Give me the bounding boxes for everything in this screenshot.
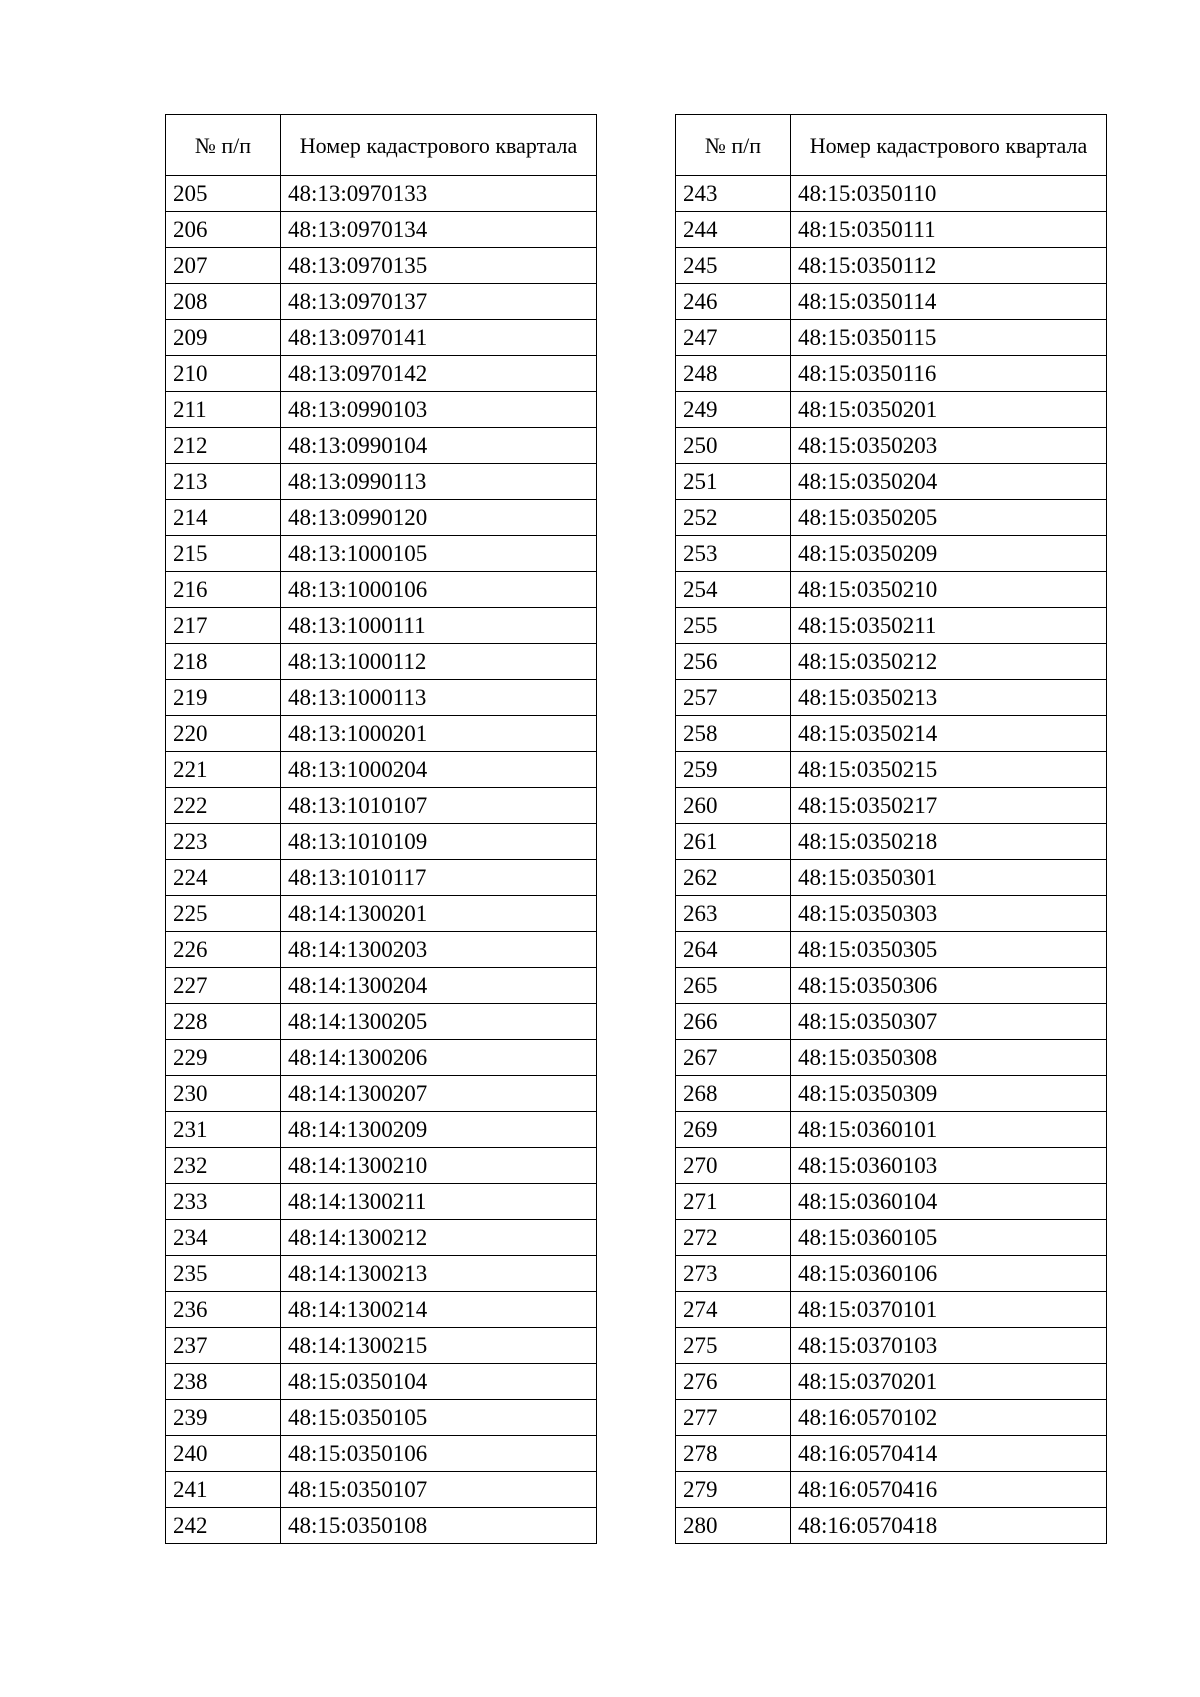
cadastral-quarter-number: 48:15:0350214 (791, 716, 1107, 752)
row-number: 248 (676, 356, 791, 392)
table-row (676, 1148, 1107, 1184)
cadastral-quarter-number: 48:16:0570418 (791, 1508, 1107, 1544)
table-row (166, 248, 597, 284)
row-number: 225 (166, 896, 281, 932)
table-row (676, 968, 1107, 1004)
row-number: 276 (676, 1364, 791, 1400)
cadastral-quarter-number: 48:13:1000112 (281, 644, 597, 680)
table-row (166, 1436, 597, 1472)
table-row (166, 1292, 597, 1328)
row-number: 214 (166, 500, 281, 536)
table-row (166, 212, 597, 248)
cadastral-quarter-number: 48:13:1000113 (281, 680, 597, 716)
row-number: 275 (676, 1328, 791, 1364)
cadastral-quarter-number: 48:15:0350217 (791, 788, 1107, 824)
row-number: 209 (166, 320, 281, 356)
cadastral-quarter-number: 48:14:1300203 (281, 932, 597, 968)
cadastral-quarter-number: 48:15:0350104 (281, 1364, 597, 1400)
cadastral-quarter-number: 48:15:0350204 (791, 464, 1107, 500)
cadastral-quarter-number: 48:16:0570102 (791, 1400, 1107, 1436)
row-number: 220 (166, 716, 281, 752)
row-number: 206 (166, 212, 281, 248)
row-number: 217 (166, 608, 281, 644)
row-number: 244 (676, 212, 791, 248)
row-number: 251 (676, 464, 791, 500)
table-row (676, 212, 1107, 248)
table-row (166, 1256, 597, 1292)
cadastral-quarter-number: 48:13:0970137 (281, 284, 597, 320)
cadastral-quarter-number: 48:13:0990104 (281, 428, 597, 464)
row-number: 274 (676, 1292, 791, 1328)
cadastral-quarter-number: 48:15:0350309 (791, 1076, 1107, 1112)
cadastral-quarter-number: 48:14:1300201 (281, 896, 597, 932)
header-cadastral-quarter: Номер кадастрового квартала (791, 115, 1107, 176)
row-number: 262 (676, 860, 791, 896)
table-row (676, 1436, 1107, 1472)
cadastral-quarter-number: 48:15:0350218 (791, 824, 1107, 860)
cadastral-quarter-number: 48:15:0370101 (791, 1292, 1107, 1328)
row-number: 279 (676, 1472, 791, 1508)
table-row (676, 1472, 1107, 1508)
cadastral-quarter-number: 48:14:1300212 (281, 1220, 597, 1256)
table-row (166, 1364, 597, 1400)
row-number: 247 (676, 320, 791, 356)
row-number: 232 (166, 1148, 281, 1184)
cadastral-quarter-number: 48:16:0570414 (791, 1436, 1107, 1472)
cadastral-quarter-number: 48:15:0360106 (791, 1256, 1107, 1292)
table-header-row (166, 115, 597, 176)
row-number: 249 (676, 392, 791, 428)
row-number: 231 (166, 1112, 281, 1148)
table-row (676, 176, 1107, 212)
table-row (166, 896, 597, 932)
table-row (676, 1184, 1107, 1220)
row-number: 256 (676, 644, 791, 680)
row-number: 230 (166, 1076, 281, 1112)
table-row (676, 1328, 1107, 1364)
cadastral-table-right (675, 114, 1107, 1544)
cadastral-quarter-number: 48:13:0990113 (281, 464, 597, 500)
row-number: 238 (166, 1364, 281, 1400)
cadastral-quarter-number: 48:13:0990120 (281, 500, 597, 536)
table-row (676, 284, 1107, 320)
table-row (676, 428, 1107, 464)
table-row (166, 1040, 597, 1076)
row-number: 277 (676, 1400, 791, 1436)
row-number: 208 (166, 284, 281, 320)
row-number: 246 (676, 284, 791, 320)
table-row (166, 644, 597, 680)
row-number: 260 (676, 788, 791, 824)
cadastral-quarter-number: 48:14:1300204 (281, 968, 597, 1004)
table-row (676, 572, 1107, 608)
table-row (676, 644, 1107, 680)
cadastral-quarter-number: 48:15:0360105 (791, 1220, 1107, 1256)
row-number: 264 (676, 932, 791, 968)
row-number: 215 (166, 536, 281, 572)
table-row (166, 968, 597, 1004)
row-number: 213 (166, 464, 281, 500)
row-number: 227 (166, 968, 281, 1004)
cadastral-quarter-number: 48:15:0350106 (281, 1436, 597, 1472)
cadastral-quarter-number: 48:15:0350308 (791, 1040, 1107, 1076)
table-row (676, 932, 1107, 968)
cadastral-quarter-number: 48:15:0350213 (791, 680, 1107, 716)
cadastral-quarter-number: 48:15:0350111 (791, 212, 1107, 248)
cadastral-quarter-number: 48:13:0990103 (281, 392, 597, 428)
table-row (676, 1292, 1107, 1328)
cadastral-quarter-number: 48:15:0350115 (791, 320, 1107, 356)
table-row (676, 248, 1107, 284)
row-number: 252 (676, 500, 791, 536)
row-number: 237 (166, 1328, 281, 1364)
table-row (676, 1004, 1107, 1040)
row-number: 267 (676, 1040, 791, 1076)
table-row (676, 788, 1107, 824)
table-row (166, 176, 597, 212)
cadastral-quarter-number: 48:15:0350303 (791, 896, 1107, 932)
row-number: 223 (166, 824, 281, 860)
row-number: 263 (676, 896, 791, 932)
table-row (166, 1148, 597, 1184)
cadastral-quarter-number: 48:15:0350210 (791, 572, 1107, 608)
cadastral-quarter-number: 48:15:0350108 (281, 1508, 597, 1544)
cadastral-quarter-number: 48:15:0360101 (791, 1112, 1107, 1148)
cadastral-quarter-number: 48:15:0350306 (791, 968, 1107, 1004)
row-number: 212 (166, 428, 281, 464)
row-number: 272 (676, 1220, 791, 1256)
table-row (676, 320, 1107, 356)
cadastral-quarter-number: 48:15:0350105 (281, 1400, 597, 1436)
header-cadastral-quarter: Номер кадастрового квартала (281, 115, 597, 176)
table-row (676, 1040, 1107, 1076)
header-number: № п/п (676, 115, 791, 176)
header-number: № п/п (166, 115, 281, 176)
row-number: 242 (166, 1508, 281, 1544)
cadastral-quarter-number: 48:15:0350110 (791, 176, 1107, 212)
cadastral-quarter-number: 48:15:0350201 (791, 392, 1107, 428)
table-row (676, 752, 1107, 788)
row-number: 239 (166, 1400, 281, 1436)
row-number: 258 (676, 716, 791, 752)
table-row (166, 572, 597, 608)
cadastral-quarter-number: 48:15:0350215 (791, 752, 1107, 788)
cadastral-quarter-number: 48:13:1010117 (281, 860, 597, 896)
table-row (166, 284, 597, 320)
cadastral-quarter-number: 48:13:1010109 (281, 824, 597, 860)
cadastral-quarter-number: 48:15:0350305 (791, 932, 1107, 968)
table-row (676, 608, 1107, 644)
table-body-left (166, 176, 597, 1544)
table-row (676, 1400, 1107, 1436)
table-row (166, 1184, 597, 1220)
cadastral-quarter-number: 48:15:0360103 (791, 1148, 1107, 1184)
cadastral-quarter-number: 48:13:0970134 (281, 212, 597, 248)
cadastral-table-left (165, 114, 597, 1544)
table-row (166, 932, 597, 968)
row-number: 222 (166, 788, 281, 824)
row-number: 235 (166, 1256, 281, 1292)
cadastral-quarter-number: 48:14:1300211 (281, 1184, 597, 1220)
table-row (676, 860, 1107, 896)
cadastral-quarter-number: 48:13:0970135 (281, 248, 597, 284)
table-row (676, 1508, 1107, 1544)
cadastral-quarter-number: 48:14:1300215 (281, 1328, 597, 1364)
row-number: 229 (166, 1040, 281, 1076)
row-number: 226 (166, 932, 281, 968)
cadastral-quarter-number: 48:15:0370103 (791, 1328, 1107, 1364)
cadastral-quarter-number: 48:14:1300207 (281, 1076, 597, 1112)
cadastral-quarter-number: 48:15:0350307 (791, 1004, 1107, 1040)
cadastral-quarter-number: 48:13:1000201 (281, 716, 597, 752)
cadastral-quarter-number: 48:13:0970142 (281, 356, 597, 392)
table-row (166, 392, 597, 428)
cadastral-quarter-number: 48:16:0570416 (791, 1472, 1107, 1508)
table-row (166, 788, 597, 824)
cadastral-quarter-number: 48:15:0350301 (791, 860, 1107, 896)
row-number: 270 (676, 1148, 791, 1184)
table-row (166, 716, 597, 752)
row-number: 234 (166, 1220, 281, 1256)
cadastral-quarter-number: 48:13:1000111 (281, 608, 597, 644)
row-number: 221 (166, 752, 281, 788)
table-row (676, 824, 1107, 860)
cadastral-quarter-number: 48:13:1000204 (281, 752, 597, 788)
row-number: 236 (166, 1292, 281, 1328)
row-number: 241 (166, 1472, 281, 1508)
row-number: 207 (166, 248, 281, 284)
cadastral-quarter-number: 48:15:0350116 (791, 356, 1107, 392)
cadastral-quarter-number: 48:15:0350203 (791, 428, 1107, 464)
cadastral-quarter-number: 48:14:1300209 (281, 1112, 597, 1148)
cadastral-quarter-number: 48:14:1300205 (281, 1004, 597, 1040)
table-header-row (676, 115, 1107, 176)
table-row (676, 536, 1107, 572)
cadastral-quarter-number: 48:13:0970141 (281, 320, 597, 356)
cadastral-quarter-number: 48:13:0970133 (281, 176, 597, 212)
cadastral-quarter-number: 48:15:0350114 (791, 284, 1107, 320)
cadastral-quarter-number: 48:15:0350112 (791, 248, 1107, 284)
table-row (166, 1076, 597, 1112)
table-row (166, 320, 597, 356)
cadastral-quarter-number: 48:15:0350212 (791, 644, 1107, 680)
table-row (166, 1112, 597, 1148)
row-number: 268 (676, 1076, 791, 1112)
table-row (166, 680, 597, 716)
row-number: 243 (676, 176, 791, 212)
cadastral-quarter-number: 48:14:1300213 (281, 1256, 597, 1292)
table-row (166, 860, 597, 896)
table-row (166, 1472, 597, 1508)
table-row (676, 1112, 1107, 1148)
row-number: 254 (676, 572, 791, 608)
table-row (676, 896, 1107, 932)
table-row (676, 356, 1107, 392)
cadastral-quarter-number: 48:13:1010107 (281, 788, 597, 824)
table-row (676, 464, 1107, 500)
table-body-right (676, 176, 1107, 1544)
cadastral-quarter-number: 48:13:1000105 (281, 536, 597, 572)
row-number: 211 (166, 392, 281, 428)
table-row (166, 608, 597, 644)
cadastral-quarter-number: 48:15:0350211 (791, 608, 1107, 644)
table-row (166, 1400, 597, 1436)
table-row (166, 1328, 597, 1364)
row-number: 245 (676, 248, 791, 284)
table-row (166, 1508, 597, 1544)
row-number: 240 (166, 1436, 281, 1472)
table-row (676, 500, 1107, 536)
row-number: 261 (676, 824, 791, 860)
row-number: 250 (676, 428, 791, 464)
table-row (166, 500, 597, 536)
row-number: 273 (676, 1256, 791, 1292)
row-number: 280 (676, 1508, 791, 1544)
row-number: 233 (166, 1184, 281, 1220)
row-number: 228 (166, 1004, 281, 1040)
row-number: 216 (166, 572, 281, 608)
table-row (166, 356, 597, 392)
row-number: 224 (166, 860, 281, 896)
table-row (676, 716, 1107, 752)
cadastral-quarter-number: 48:15:0360104 (791, 1184, 1107, 1220)
table-row (166, 1220, 597, 1256)
row-number: 205 (166, 176, 281, 212)
table-row (166, 536, 597, 572)
cadastral-quarter-number: 48:14:1300210 (281, 1148, 597, 1184)
cadastral-quarter-number: 48:15:0350209 (791, 536, 1107, 572)
row-number: 265 (676, 968, 791, 1004)
cadastral-quarter-number: 48:15:0350205 (791, 500, 1107, 536)
table-row (676, 1256, 1107, 1292)
cadastral-quarter-number: 48:15:0370201 (791, 1364, 1107, 1400)
cadastral-quarter-number: 48:13:1000106 (281, 572, 597, 608)
row-number: 255 (676, 608, 791, 644)
row-number: 257 (676, 680, 791, 716)
cadastral-quarter-number: 48:15:0350107 (281, 1472, 597, 1508)
table-row (676, 680, 1107, 716)
row-number: 218 (166, 644, 281, 680)
row-number: 259 (676, 752, 791, 788)
table-row (166, 752, 597, 788)
cadastral-quarter-number: 48:14:1300206 (281, 1040, 597, 1076)
table-row (166, 464, 597, 500)
table-row (676, 1364, 1107, 1400)
row-number: 278 (676, 1436, 791, 1472)
table-row (676, 1076, 1107, 1112)
row-number: 271 (676, 1184, 791, 1220)
row-number: 266 (676, 1004, 791, 1040)
table-row (676, 1220, 1107, 1256)
row-number: 210 (166, 356, 281, 392)
row-number: 253 (676, 536, 791, 572)
row-number: 219 (166, 680, 281, 716)
table-row (166, 428, 597, 464)
cadastral-quarter-number: 48:14:1300214 (281, 1292, 597, 1328)
table-row (166, 1004, 597, 1040)
table-row (676, 392, 1107, 428)
row-number: 269 (676, 1112, 791, 1148)
table-row (166, 824, 597, 860)
